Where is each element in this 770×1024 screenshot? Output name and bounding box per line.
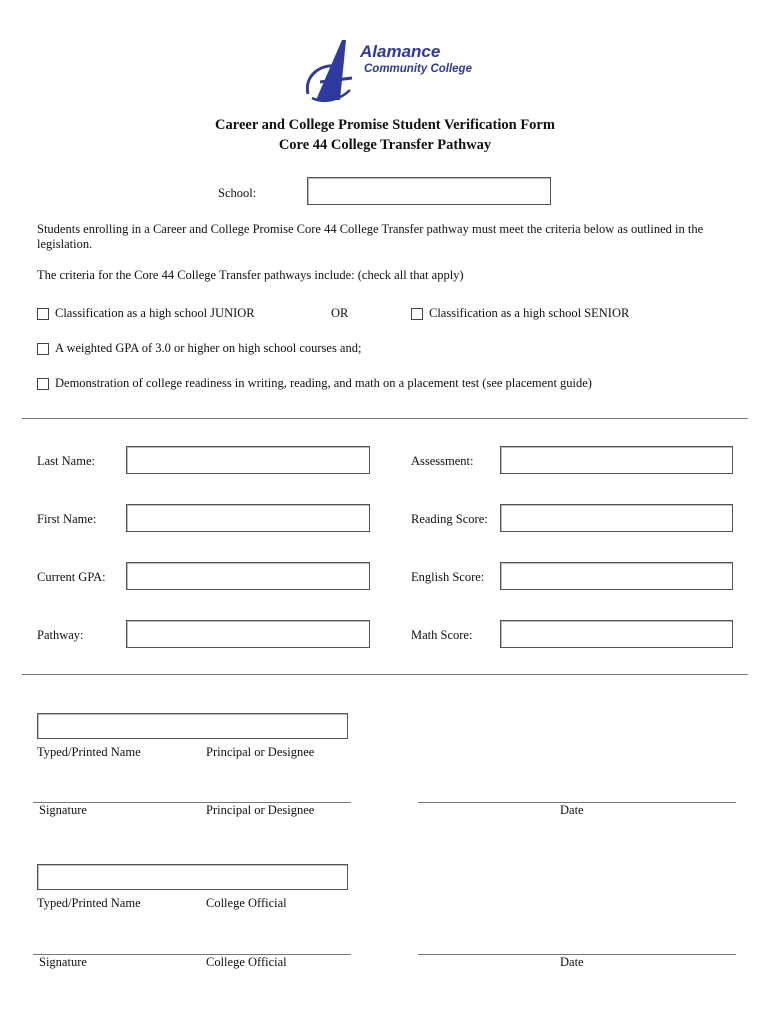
current-gpa-label: Current GPA: [37,570,106,584]
math-score-input[interactable] [500,620,733,648]
logo-line1: Alamance [360,42,441,61]
junior-label: Classification as a high school JUNIOR [55,306,255,320]
senior-checkbox[interactable] [411,308,423,320]
last-name-input[interactable] [126,446,370,474]
school-input[interactable] [307,177,551,205]
first-name-label: First Name: [37,512,97,526]
principal-date-label: Date [560,803,584,817]
principal-role-label: Principal or Designee [206,745,315,759]
readiness-checkbox[interactable] [37,378,49,390]
college-signature-role-label: College Official [206,955,287,969]
college-typed-name-label: Typed/Printed Name [37,896,141,910]
english-score-input[interactable] [500,562,733,590]
math-score-label: Math Score: [411,628,473,642]
gpa-checkbox[interactable] [37,343,49,355]
principal-name-input[interactable] [37,713,348,739]
or-label: OR [331,306,349,320]
pathway-input[interactable] [126,620,370,648]
form-title: Career and College Promise Student Verification Form [215,117,555,133]
readiness-label: Demonstration of college readiness in writing, reading, and math on a placement test (see placement guide) [55,376,592,390]
reading-score-input[interactable] [500,504,733,532]
form-subtitle: Core 44 College Transfer Pathway [278,137,492,153]
principal-signature-label: Signature [39,803,87,817]
logo-line2: Community College [364,63,472,75]
section-divider [22,418,748,419]
section-divider-2 [22,674,748,675]
first-name-input[interactable] [126,504,370,532]
intro-text: Students enrolling in a Career and College Promise Core 44 College Transfer pathway must meet the criteria below as outlined in the legislation. [37,222,704,251]
english-score-label: English Score: [411,570,485,584]
pathway-label: Pathway: [37,628,84,642]
college-logo [306,38,471,106]
assessment-label: Assessment: [411,454,474,468]
senior-label: Classification as a high school SENIOR [429,306,630,320]
reading-score-label: Reading Score: [411,512,488,526]
college-role-label: College Official [206,896,287,910]
college-date-label: Date [560,955,584,969]
principal-typed-name-label: Typed/Printed Name [37,745,141,759]
college-signature-label: Signature [39,955,87,969]
last-name-label: Last Name: [37,454,95,468]
current-gpa-input[interactable] [126,562,370,590]
school-label: School: [218,186,257,200]
criteria-heading: The criteria for the Core 44 College Transfer pathways include: (check all that apply) [37,268,464,282]
assessment-input[interactable] [500,446,733,474]
junior-checkbox[interactable] [37,308,49,320]
college-official-name-input[interactable] [37,864,348,890]
principal-signature-role-label: Principal or Designee [206,803,315,817]
gpa-label: A weighted GPA of 3.0 or higher on high school courses and; [55,341,362,355]
